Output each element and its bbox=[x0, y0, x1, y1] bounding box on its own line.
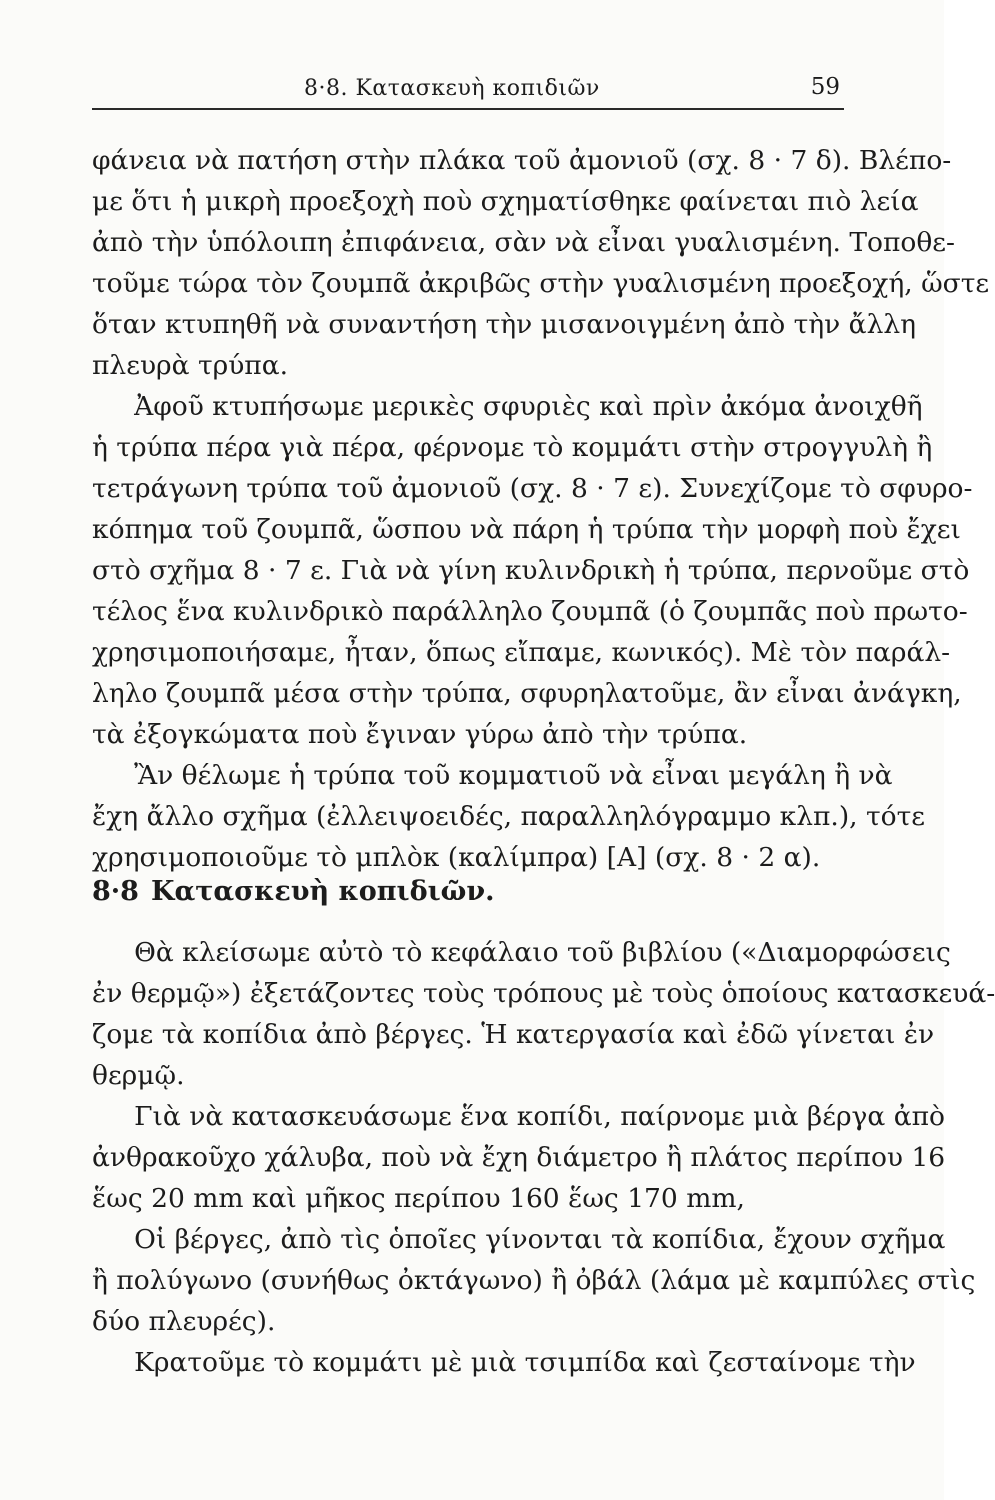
header-rule bbox=[92, 108, 844, 110]
text-line: πλευρὰ τρύπα. bbox=[92, 350, 289, 381]
text-line: κόπημα τοῦ ζουμπᾶ, ὥσπου νὰ πάρη ἡ τρύπα τὴν μορφὴ ποὺ ἔχει bbox=[92, 514, 961, 545]
body-text-top bbox=[92, 140, 990, 878]
text-line: θερμῷ. bbox=[92, 1060, 185, 1091]
text-line: δύο πλευρές). bbox=[92, 1306, 276, 1337]
text-line: τέλος ἕνα κυλινδρικὸ παράλληλο ζουμπᾶ (ὁ ζουμπᾶς ποὺ πρωτο- bbox=[92, 596, 968, 627]
text-line: Κρατοῦμε τὸ κομμάτι μὲ μιὰ τσιμπίδα καὶ ζεσταίνομε τὴν bbox=[92, 1347, 916, 1378]
text-line: ἢ πολύγωνο (συνήθως ὀκτάγωνο) ἢ ὀβάλ (λάμα μὲ καμπύλες στὶς bbox=[92, 1265, 976, 1296]
text-line: χρησιμοποιήσαμε, ἦταν, ὅπως εἴπαμε, κωνικός). Μὲ τὸν παράλ- bbox=[92, 637, 951, 668]
text-line: ληλο ζουμπᾶ μέσα στὴν τρύπα, σφυρηλατοῦμε, ἂν εἶναι ἀνάγκη, bbox=[92, 678, 962, 709]
text-line: ἀπὸ τὴν ὑπόλοιπη ἐπιφάνεια, σὰν νὰ εἶναι γυαλισμένη. Τοποθε- bbox=[92, 227, 955, 258]
text-line: Οἱ βέργες, ἀπὸ τὶς ὁποῖες γίνονται τὰ κοπίδια, ἔχουν σχῆμα bbox=[92, 1224, 946, 1255]
text-line: ἡ τρύπα πέρα γιὰ πέρα, φέρνομε τὸ κομμάτι στὴν στρογγυλὴ ἢ bbox=[92, 432, 933, 463]
text-line: ἔχη ἄλλο σχῆμα (ἐλλειψοειδές, παραλληλόγραμμο κλπ.), τότε bbox=[92, 801, 926, 832]
section-heading bbox=[92, 876, 852, 907]
body-text-bottom bbox=[92, 932, 995, 1383]
text-line: ἕως 20 mm καὶ μῆκος περίπου 160 ἕως 170 mm, bbox=[92, 1183, 745, 1214]
text-line: ζομε τὰ κοπίδια ἀπὸ βέργες. Ἡ κατεργασία καὶ ἐδῶ γίνεται ἐν bbox=[92, 1019, 935, 1050]
running-head bbox=[92, 70, 844, 106]
text-line: Θὰ κλείσωμε αὐτὸ τὸ κεφάλαιο τοῦ βιβλίου («Διαμορφώσεις bbox=[92, 937, 951, 968]
section-title: Κατασκευὴ κοπιδιῶν. bbox=[150, 876, 495, 907]
text-line: τὰ ἐξογκώματα ποὺ ἔγιναν γύρω ἀπὸ τὴν τρύπα. bbox=[92, 719, 748, 750]
text-line: στὸ σχῆμα 8 · 7 ε. Γιὰ νὰ γίνη κυλινδρικὴ ἡ τρύπα, περνοῦμε στὸ bbox=[92, 555, 970, 586]
page-number: 59 bbox=[810, 74, 840, 100]
text-line: τοῦμε τώρα τὸν ζουμπᾶ ἀκριβῶς στὴν γυαλισμένη προεξοχή, ὥστε bbox=[92, 268, 990, 299]
text-line: με ὅτι ἡ μικρὴ προεξοχὴ ποὺ σχηματίσθηκε φαίνεται πιὸ λεία bbox=[92, 186, 919, 217]
text-line: ἀνθρακοῦχο χάλυβα, ποὺ νὰ ἔχη διάμετρο ἢ πλάτος περίπου 16 bbox=[92, 1142, 946, 1173]
text-line: φάνεια νὰ πατήση στὴν πλάκα τοῦ ἀμονιοῦ (σχ. 8 · 7 δ). Βλέπο- bbox=[92, 145, 952, 176]
text-line: ὅταν κτυπηθῆ νὰ συναντήση τὴν μισανοιγμένη ἀπὸ τὴν ἄλλη bbox=[92, 309, 917, 340]
text-line: Ἀφοῦ κτυπήσωμε μερικὲς σφυριὲς καὶ πρὶν ἀκόμα ἀνοιχθῆ bbox=[92, 391, 923, 422]
section-number: 8·8 bbox=[92, 876, 139, 907]
text-line: Ἂν θέλωμε ἡ τρύπα τοῦ κομματιοῦ νὰ εἶναι μεγάλη ἢ νὰ bbox=[92, 760, 893, 791]
text-line: χρησιμοποιοῦμε τὸ μπλὸκ (καλίμπρα) [Α] (σχ. 8 · 2 α). bbox=[92, 842, 821, 873]
text-line: Γιὰ νὰ κατασκευάσωμε ἕνα κοπίδι, παίρνομε μιὰ βέργα ἀπὸ bbox=[92, 1101, 945, 1132]
running-head-title: 8·8. Κατασκευὴ κοπιδιῶν bbox=[304, 76, 600, 101]
text-line: ἐν θερμῷ») ἐξετάζοντες τοὺς τρόπους μὲ τοὺς ὁποίους κατασκευά- bbox=[92, 978, 995, 1009]
text-line: τετράγωνη τρύπα τοῦ ἀμονιοῦ (σχ. 8 · 7 ε). Συνεχίζομε τὸ σφυρο- bbox=[92, 473, 973, 504]
